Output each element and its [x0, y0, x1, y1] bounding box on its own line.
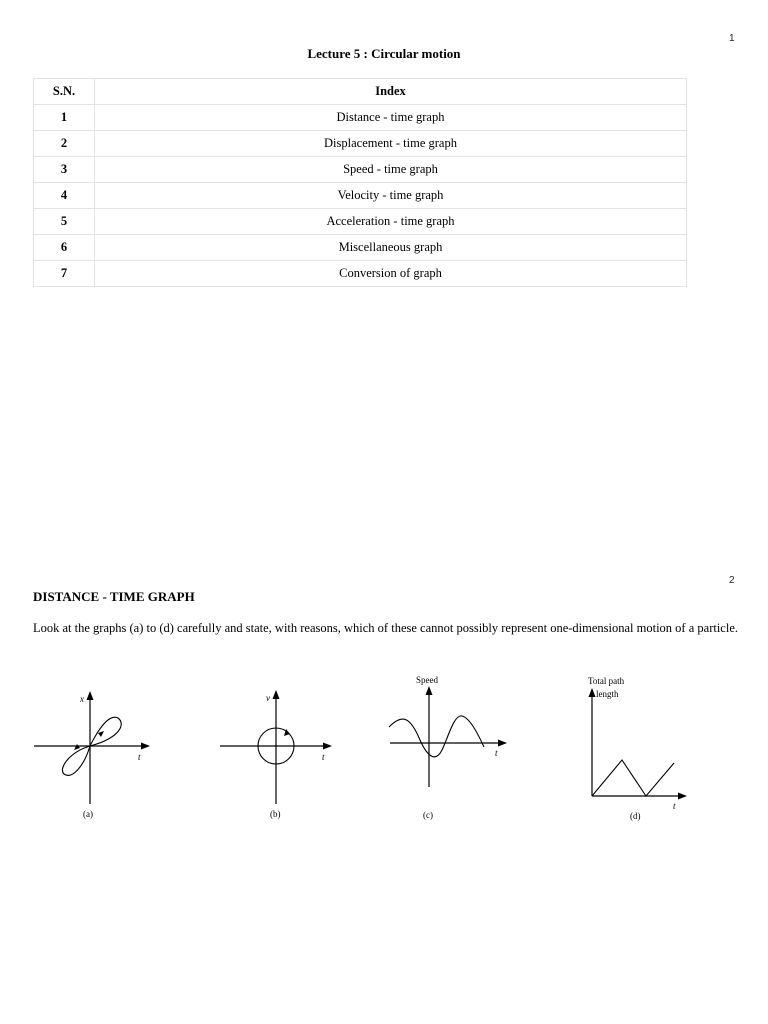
graph-caption: (c): [423, 810, 433, 820]
x-axis-arrow: [141, 743, 150, 750]
table-row: [34, 183, 687, 209]
table-row: [34, 209, 687, 235]
row-sn: 3: [34, 157, 95, 183]
sine-curve: [389, 716, 484, 757]
row-sn: 4: [34, 183, 95, 209]
row-sn: 5: [34, 209, 95, 235]
row-topic: Miscellaneous graph: [95, 235, 687, 261]
y-axis-label: Total path: [588, 676, 625, 686]
graph-d-figure: [584, 672, 704, 827]
graph-a: [28, 686, 158, 831]
table-header-row: [34, 79, 687, 105]
row-topic: Displacement - time graph: [95, 131, 687, 157]
header-sn: S.N.: [34, 79, 95, 105]
table-row: [34, 157, 687, 183]
x-axis-label: t: [495, 748, 498, 758]
table-row: [34, 235, 687, 261]
graph-a-figure: [28, 686, 158, 826]
graph-b-figure: [216, 686, 346, 826]
y-axis-label: length: [596, 689, 619, 699]
header-index: Index: [95, 79, 687, 105]
graph-caption: (d): [630, 811, 641, 821]
y-axis-arrow: [87, 691, 94, 700]
x-axis-label: t: [673, 801, 676, 811]
row-sn: 6: [34, 235, 95, 261]
row-topic: Conversion of graph: [95, 261, 687, 287]
graph-c-figure: [384, 672, 524, 827]
graph-b: [216, 686, 346, 831]
y-axis-arrow: [273, 690, 280, 699]
page-number: 1: [729, 33, 735, 44]
row-sn: 2: [34, 131, 95, 157]
row-topic: Velocity - time graph: [95, 183, 687, 209]
x-axis-arrow: [323, 743, 332, 750]
x-axis-label: t: [138, 752, 141, 762]
page-number: 2: [729, 575, 735, 586]
row-topic: Speed - time graph: [95, 157, 687, 183]
curve-arrow: [98, 731, 104, 737]
curve-arrow: [74, 744, 80, 750]
y-axis-arrow: [589, 688, 596, 697]
row-topic: Distance - time graph: [95, 105, 687, 131]
row-sn: 1: [34, 105, 95, 131]
graph-c: [384, 672, 524, 832]
row-topic: Acceleration - time graph: [95, 209, 687, 235]
section-heading: DISTANCE - TIME GRAPH: [33, 589, 195, 604]
x-axis-arrow: [498, 740, 507, 747]
question-paragraph: Look at the graphs (a) to (d) carefully and state, with reasons, which of these cannot possibly represent one-dimensional motion of a particle.: [33, 621, 738, 635]
y-axis-arrow: [426, 686, 433, 695]
table-row: [34, 261, 687, 287]
table-row: [34, 131, 687, 157]
row-sn: 7: [34, 261, 95, 287]
table-row: [34, 105, 687, 131]
y-axis-label: v: [266, 693, 270, 703]
index-table: [33, 78, 687, 287]
zigzag-curve: [592, 760, 674, 796]
graph-caption: (b): [270, 809, 281, 819]
lecture-title: Lecture 5 : Circular motion: [307, 46, 461, 61]
graph-caption: (a): [83, 809, 93, 819]
x-axis-label: t: [322, 752, 325, 762]
x-axis-arrow: [678, 793, 687, 800]
graph-d: [584, 672, 704, 832]
y-axis-label: Speed: [416, 675, 438, 685]
y-axis-label: x: [80, 694, 84, 704]
